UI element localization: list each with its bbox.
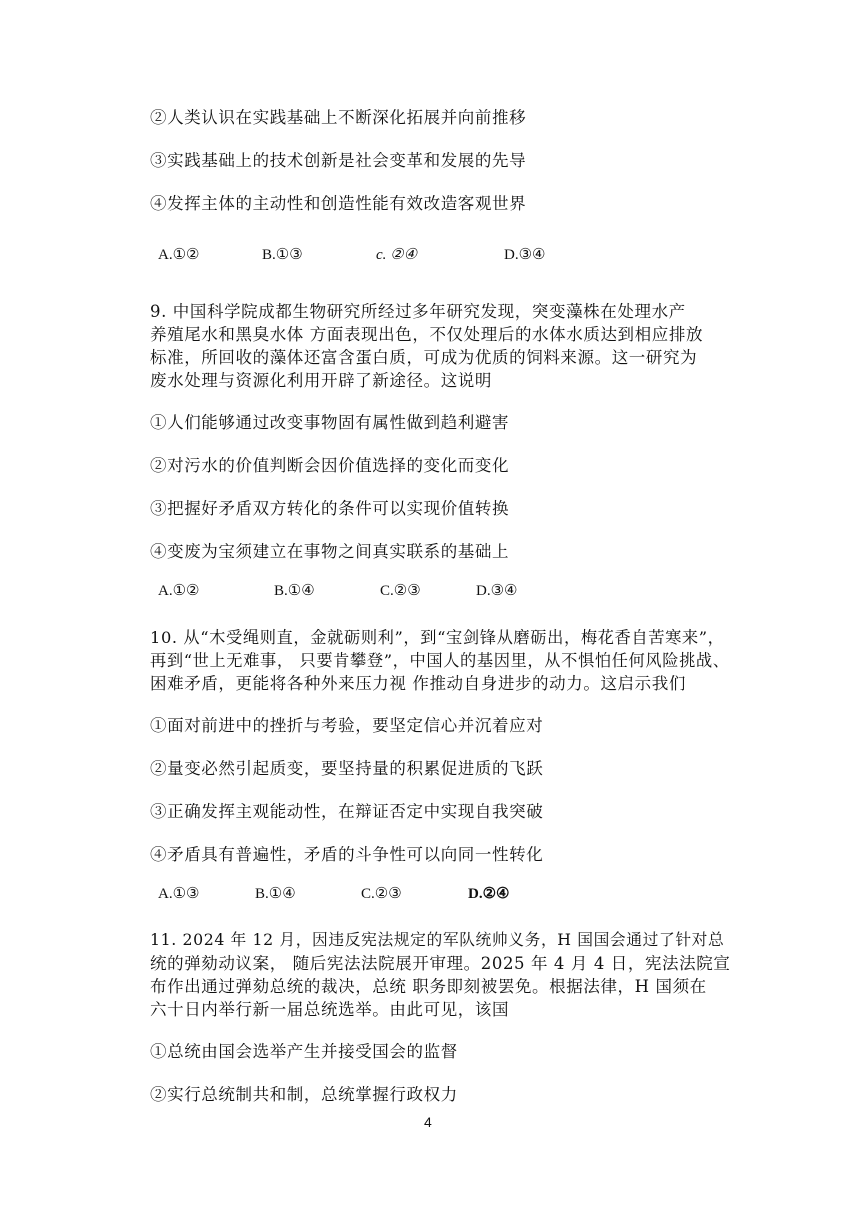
q9-option-b: B.①④ [274,583,315,599]
q10-stem-line-2: 再到“世上无难事， 只要肯攀登”，中国人的基因里，从不惧怕任何风险挑战、 [150,651,730,670]
q9-statement-1: ①人们能够通过改变事物固有属性做到趋利避害 [150,413,510,432]
prev-statement-2: ②人类认识在实践基础上不断深化拓展并向前推移 [150,108,527,127]
q11-stem-line-2: 统的弹劾动议案， 随后宪法法院展开审理。2025 年 4 月 4 日，宪法法院宣 [150,954,731,973]
prev-option-c: c. ②④ [376,247,418,263]
q9-statement-3: ③把握好矛盾双方转化的条件可以实现价值转换 [150,499,510,518]
q10-statement-4: ④矛盾具有普遍性，矛盾的斗争性可以向同一性转化 [150,845,544,864]
q9-option-d: D.③④ [476,583,518,599]
q9-stem-line-4: 废水处理与资源化利用开辟了新途径。这说明 [150,371,492,390]
prev-statement-4: ④发挥主体的主动性和创造性能有效改造客观世界 [150,194,527,213]
prev-statement-3: ③实践基础上的技术创新是社会变革和发展的先导 [150,151,527,170]
prev-option-a: A.①② [158,247,200,263]
q10-option-d: D.②④ [468,886,510,902]
q10-option-b: B.①④ [255,886,296,902]
page-number: 4 [424,1114,432,1130]
q9-statement-2: ②对污水的价值判断会因价值选择的变化而变化 [150,456,510,475]
q10-stem-line-1: 10. 从“木受绳则直，金就砺则利”，到“宝剑锋从磨砺出，梅花香自苦寒来”， [150,628,725,647]
prev-option-b: B.①③ [262,247,303,263]
q10-statement-1: ①面对前进中的挫折与考验，要坚定信心并沉着应对 [150,716,544,735]
q9-option-a: A.①② [158,583,200,599]
q11-statement-1: ①总统由国会选举产生并接受国会的监督 [150,1042,458,1061]
q10-option-c: C.②③ [361,886,402,902]
q11-statement-2: ②实行总统制共和制，总统掌握行政权力 [150,1085,458,1104]
q9-stem-line-1: 9. 中国科学院成都生物研究所经过多年研究发现，突变藻株在处理水产 [150,302,686,321]
q10-statement-2: ②量变必然引起质变，要坚持量的积累促进质的飞跃 [150,759,544,778]
q9-statement-4: ④变废为宝须建立在事物之间真实联系的基础上 [150,542,510,561]
q11-stem-line-4: 六十日内举行新一届总统选举。由此可见，该国 [150,1000,510,1019]
q10-statement-3: ③正确发挥主观能动性，在辩证否定中实现自我突破 [150,802,544,821]
q9-stem-line-2: 养殖尾水和黑臭水体 方面表现出色，不仅处理后的水体水质达到相应排放 [150,325,704,344]
q11-stem-line-3: 布作出通过弹劾总统的裁决，总统 职务即刻被罢免。根据法律，H 国须在 [150,977,707,996]
q10-stem-line-3: 困难矛盾，更能将各种外来压力视 作推动自身进步的动力。这启示我们 [150,674,686,693]
q11-stem-line-1: 11. 2024 年 12 月，因违反宪法规定的军队统帅义务，H 国国会通过了针对总 [150,930,725,949]
q10-option-a: A.①③ [158,886,200,902]
prev-option-d: D.③④ [504,247,546,263]
q9-option-c: C.②③ [380,583,421,599]
q9-stem-line-3: 标准，所回收的藻体还富含蛋白质，可成为优质的饲料来源。这一研究为 [150,348,698,367]
